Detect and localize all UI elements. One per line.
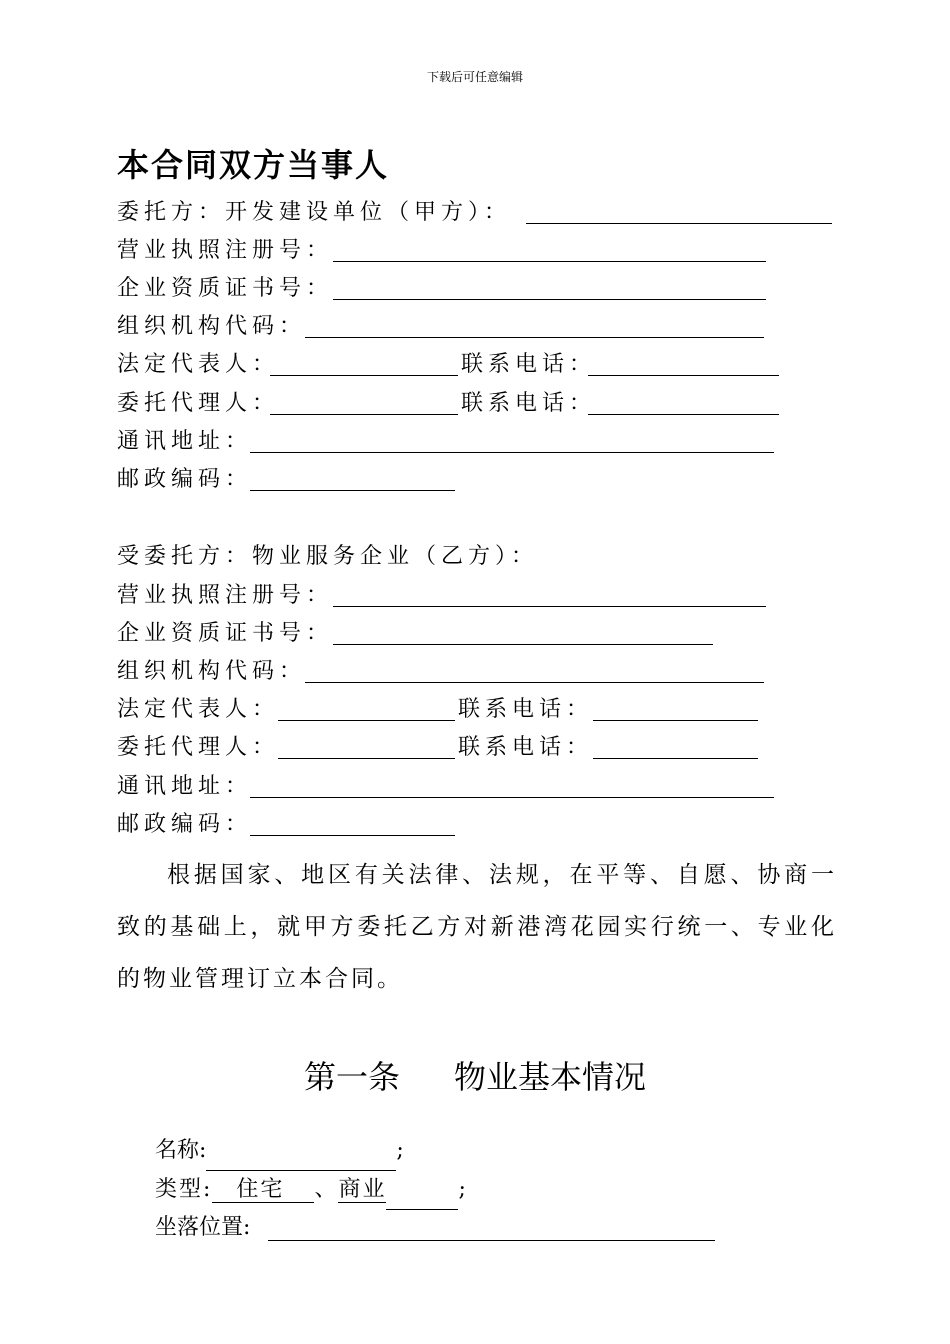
section-heading bbox=[0, 1052, 950, 1098]
party-a-phone1-label: 联系电话： bbox=[461, 352, 597, 377]
party-a-postcode-label: 邮政编码： bbox=[117, 467, 253, 492]
property-type-label: 类型: bbox=[155, 1177, 213, 1202]
party-a-qualification-label: 企业资质证书号： bbox=[117, 276, 334, 301]
party-b-org-code-blank[interactable] bbox=[305, 682, 764, 683]
party-a-phone2-label: 联系电话： bbox=[461, 391, 597, 416]
party-a-legal-rep-blank[interactable] bbox=[270, 375, 458, 376]
party-b-postcode-label: 邮政编码： bbox=[117, 812, 253, 837]
party-a-agent-label: 委托代理人： bbox=[117, 391, 280, 416]
party-a-org-code-label: 组织机构代码： bbox=[117, 314, 307, 339]
party-a-license-label: 营业执照注册号： bbox=[117, 238, 334, 263]
party-b-org-code-label: 组织机构代码： bbox=[117, 659, 307, 684]
party-b-legal-rep-blank[interactable] bbox=[278, 720, 455, 721]
party-a-phone1-blank[interactable] bbox=[588, 375, 779, 376]
property-type-value[interactable] bbox=[212, 1177, 314, 1203]
party-a-qualification-blank[interactable] bbox=[333, 299, 766, 300]
party-b-postcode-blank[interactable] bbox=[250, 835, 455, 836]
party-a-agent-blank[interactable] bbox=[270, 414, 458, 415]
type-trailing-blank[interactable] bbox=[386, 1171, 458, 1210]
preamble-paragraph: 根据国家、地区有关法律、法规，在平等、自愿、协商一致的基础上，就甲方委托乙方对新港湾花园实行统一、专业化的物业管理订立本合同。 bbox=[117, 862, 837, 992]
property-name-blank[interactable] bbox=[206, 1132, 396, 1171]
party-a-license-blank[interactable] bbox=[333, 261, 766, 262]
party-b-agent-label: 委托代理人： bbox=[117, 735, 280, 760]
party-b-address-blank[interactable] bbox=[250, 797, 774, 798]
party-b-heading: 受委托方：物业服务企业（乙方）： bbox=[117, 544, 539, 569]
party-b-qualification-label: 企业资质证书号： bbox=[117, 621, 334, 646]
party-b-phone2-blank[interactable] bbox=[593, 758, 758, 759]
party-b-qualification-blank[interactable] bbox=[333, 644, 713, 645]
type-separator: 、 bbox=[314, 1177, 339, 1202]
party-a-address-blank[interactable] bbox=[250, 452, 774, 453]
party-a-name-blank[interactable] bbox=[526, 223, 832, 224]
property-name-end: ; bbox=[396, 1138, 404, 1163]
type-value-commercial-wrap bbox=[338, 1177, 386, 1203]
party-a-legal-rep-label: 法定代表人： bbox=[117, 352, 280, 377]
party-b-phone1-label: 联系电话： bbox=[458, 697, 594, 722]
property-name-label: 名称: bbox=[155, 1138, 207, 1163]
type-value-residential: 住宅 bbox=[236, 1177, 285, 1202]
party-a-postcode-blank[interactable] bbox=[250, 490, 455, 491]
type-value-commercial: 商业 bbox=[338, 1177, 387, 1202]
party-b-agent-blank[interactable] bbox=[278, 758, 455, 759]
page-header-note: 下载后可任意编辑 bbox=[426, 70, 523, 84]
property-location-label: 坐落位置: bbox=[155, 1215, 251, 1240]
property-location-blank[interactable] bbox=[268, 1240, 715, 1241]
section-number: 第一条 bbox=[303, 1058, 400, 1096]
party-a-heading: 委托方：开发建设单位（甲方）： bbox=[117, 200, 512, 225]
party-a-address-label: 通讯地址： bbox=[117, 429, 253, 454]
party-b-address-label: 通讯地址： bbox=[117, 774, 253, 799]
document-title: 本合同双方当事人 bbox=[117, 146, 390, 184]
property-location-row bbox=[155, 1209, 250, 1247]
party-b-phone1-blank[interactable] bbox=[593, 720, 758, 721]
party-a-phone2-blank[interactable] bbox=[588, 414, 779, 415]
party-b-phone2-label: 联系电话： bbox=[458, 735, 594, 760]
property-name-row bbox=[155, 1132, 404, 1170]
party-b-license-label: 营业执照注册号： bbox=[117, 583, 334, 608]
party-a-org-code-blank[interactable] bbox=[305, 337, 764, 338]
property-type-end: ; bbox=[458, 1177, 468, 1202]
party-b-legal-rep-label: 法定代表人： bbox=[117, 697, 280, 722]
party-b-license-blank[interactable] bbox=[333, 606, 766, 607]
section-title: 物业基本情况 bbox=[454, 1058, 647, 1096]
property-type-row bbox=[155, 1171, 468, 1209]
